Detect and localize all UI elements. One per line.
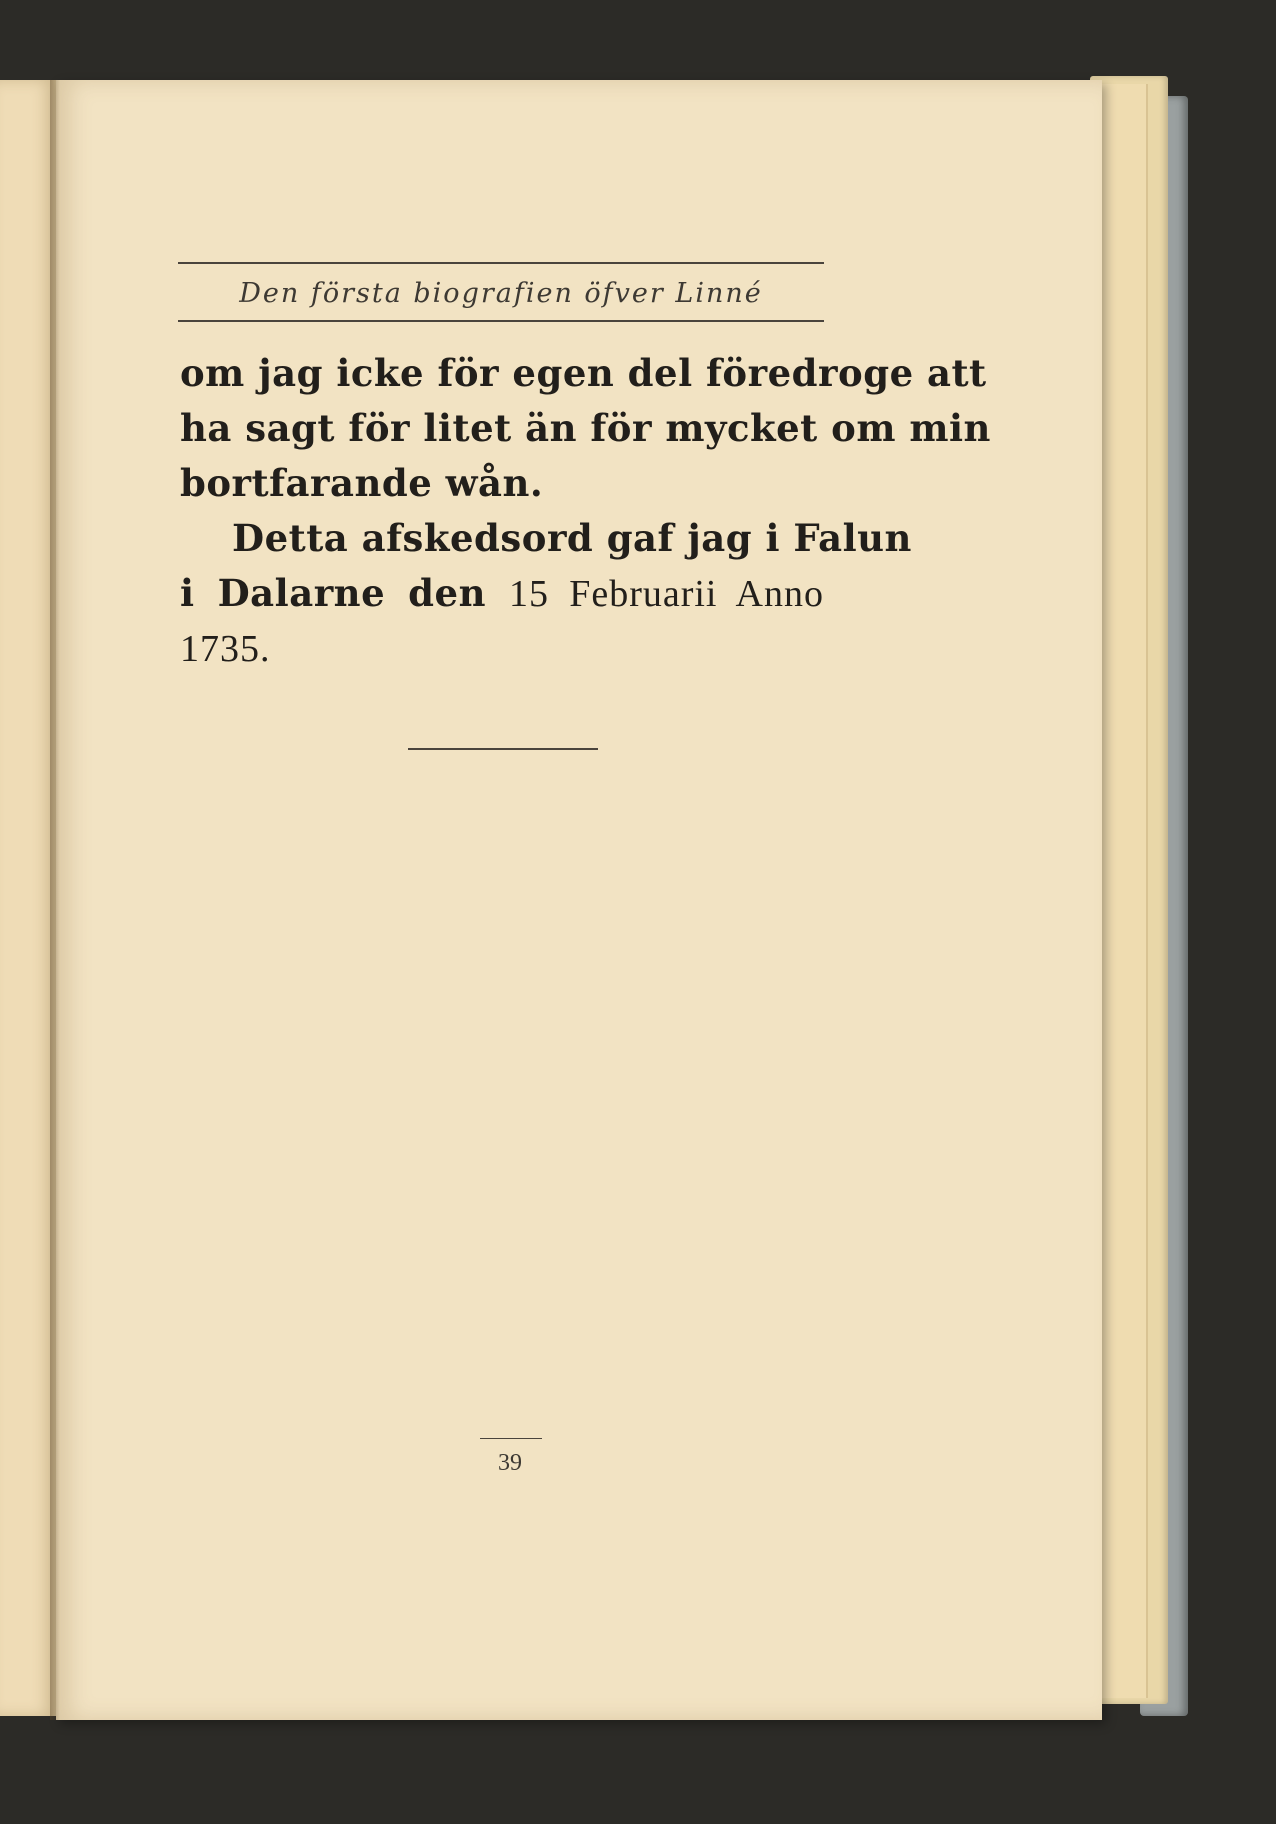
section-end-rule xyxy=(408,748,598,750)
text-line-5 xyxy=(180,566,824,622)
running-head: Den första biografien öfver Linné xyxy=(239,278,763,309)
text-line-2: ha sagt för litet än för mycket om min xyxy=(180,406,991,450)
book-page xyxy=(56,80,1102,1720)
header-rule-top xyxy=(178,262,824,264)
text-line-5-fraktur: i Dalarne den xyxy=(180,571,486,615)
text-line-1: om jag icke för egen del föredroge att xyxy=(180,351,987,395)
body-text xyxy=(180,346,991,677)
facing-page-edge xyxy=(0,80,56,1716)
text-line-3: bortfarande wån. xyxy=(180,461,544,505)
text-line-5-roman: 15 Februarii Anno xyxy=(509,573,824,615)
page-gutter-shadow xyxy=(50,80,60,1720)
page-number: 39 xyxy=(498,1450,522,1476)
text-line-6-year: 1735. xyxy=(180,628,271,670)
header-rule-bottom xyxy=(178,320,824,322)
page-number-rule xyxy=(480,1438,542,1439)
text-line-4: Detta afskedsord gaf jag i Falun xyxy=(232,516,912,560)
